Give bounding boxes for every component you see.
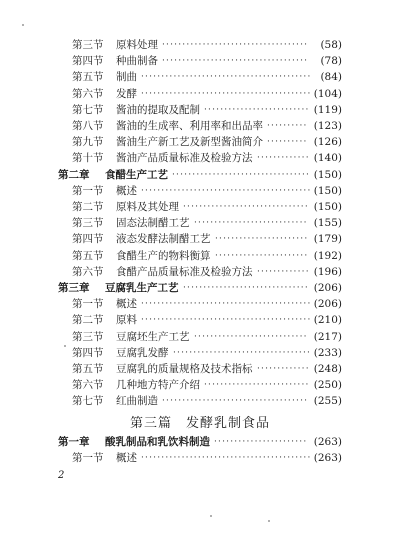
toc-leader-dots: ·········· [267, 121, 308, 131]
toc-leader-dots: ···························· [194, 218, 308, 229]
toc-leader-dots: ·········································· [141, 88, 312, 99]
toc-entry-title: 酱油的提取及配制 [116, 103, 200, 116]
toc-section-number: 第三节 [72, 330, 104, 343]
toc-entry-title: 豆腐坯生产工艺 [116, 330, 190, 343]
toc-section-number: 第二章 [58, 168, 90, 181]
toc-page-number: (78) [320, 55, 342, 68]
toc-page-number: (84) [320, 71, 342, 84]
toc-page-number: (155) [313, 217, 342, 230]
toc-leader-dots: ···································· [162, 56, 309, 67]
toc-leader-dots: ······························· [183, 283, 309, 293]
toc-leader-dots: ······························· [183, 202, 309, 212]
toc-entry-title: 酱油的生成率、利用率和出品率 [116, 120, 263, 132]
toc-section-row [0, 345, 400, 361]
toc-entry-title: 原料及其处理 [116, 201, 179, 213]
scan-speck [64, 345, 66, 347]
toc-section-number: 第四节 [72, 346, 104, 359]
toc-chapter-row [0, 434, 400, 450]
toc-section-number: 第三节 [72, 217, 104, 230]
toc-section-number: 第一节 [72, 452, 104, 465]
toc-entry-title: 豆腐乳的质量规格及技术指标 [116, 363, 253, 375]
toc-section-number: 第六节 [72, 87, 104, 100]
toc-section-number: 第五节 [72, 71, 104, 84]
toc-page-number: (179) [313, 233, 342, 246]
toc-section-number: 第五节 [72, 249, 104, 262]
toc-leader-dots: ·········································· [141, 185, 312, 196]
toc-page-number: (196) [313, 265, 342, 278]
toc-section-row [0, 69, 400, 85]
toc-page-number: (217) [313, 330, 342, 343]
toc-leader-dots: ···························· [194, 331, 308, 342]
toc-section-row [0, 377, 400, 393]
toc-entry-title: 制曲 [116, 71, 137, 84]
toc-section-number: 第五节 [72, 363, 104, 375]
toc-leader-dots: ·································· [172, 169, 311, 180]
scan-speck [210, 515, 212, 517]
toc-section-row [0, 53, 400, 69]
toc-section-row [0, 134, 400, 150]
toc-section-row [0, 150, 400, 166]
toc-page-number: (250) [313, 379, 342, 392]
toc-page-number: (263) [313, 436, 342, 448]
toc-leader-dots: ·································· [173, 347, 312, 358]
toc-leader-dots: ·························· [204, 380, 310, 391]
toc-leader-dots: ·········································· [141, 315, 312, 326]
toc-section-row [0, 312, 400, 328]
toc-chapter-row [0, 280, 400, 296]
toc-section-row [0, 199, 400, 215]
toc-section-number: 第一节 [72, 298, 104, 311]
toc-section-row [0, 450, 400, 466]
toc-section-number: 第六节 [72, 379, 104, 392]
toc-leader-dots: ············· [257, 266, 310, 277]
toc-page-number: (255) [313, 395, 342, 408]
toc-entry-title: 种曲制备 [116, 55, 158, 68]
toc-entry-title: 食醋生产的物料衡算 [116, 249, 211, 262]
toc-section-number: 第一节 [72, 184, 104, 197]
toc-page-number: (126) [313, 136, 342, 149]
toc-entry-title: 概述 [116, 298, 137, 311]
toc-section-row [0, 329, 400, 345]
toc-section-number: 第八节 [72, 120, 104, 132]
toc-leader-dots: ···································· [162, 40, 309, 50]
toc-entry-title: 液态发酵法制醋工艺 [116, 233, 211, 246]
toc-leader-dots: ······················· [215, 250, 309, 261]
toc-section-number: 第六节 [72, 265, 104, 278]
toc-leader-dots: ············· [257, 153, 310, 164]
toc-page-number: (206) [313, 282, 342, 294]
toc-section-row [0, 248, 400, 264]
toc-entry-title: 豆腐乳生产工艺 [105, 282, 179, 294]
toc-page-number: (233) [313, 346, 342, 359]
part-title: 第三篇 发酵乳制食品 [129, 416, 270, 431]
toc-section-number: 第十节 [72, 152, 104, 165]
toc-entry-title: 红曲制造 [116, 395, 158, 408]
toc-section-row [0, 86, 400, 102]
toc-page-number: (140) [313, 152, 342, 165]
toc-leader-dots: ·························· [204, 104, 310, 115]
toc-page-number: (263) [313, 452, 342, 465]
toc-leader-dots: ·········· [267, 137, 308, 148]
toc-section-number: 第七节 [72, 395, 104, 408]
toc-chapter-row [0, 167, 400, 183]
toc-page-number: (150) [313, 184, 342, 197]
toc-entry-title: 酱油生产新工艺及新型酱油简介 [116, 136, 263, 149]
toc-section-number: 第二节 [72, 201, 104, 213]
toc-leader-dots: ···································· [162, 396, 309, 407]
toc-entry-title: 原料处理 [116, 39, 158, 51]
toc-section-number: 第二节 [72, 314, 104, 327]
toc-section-row [0, 183, 400, 199]
toc-page-number: (150) [313, 168, 342, 181]
page-number: 2 [58, 470, 65, 481]
toc-section-row [0, 264, 400, 280]
toc-section-number: 第九节 [72, 136, 104, 149]
toc-leader-dots: ·········································· [141, 299, 312, 310]
toc-section-row [0, 296, 400, 312]
toc-leader-dots: ·········································· [141, 72, 312, 83]
toc-section-row [0, 37, 400, 53]
toc-entry-title: 发酵 [116, 87, 137, 100]
toc-leader-dots: ············· [257, 364, 310, 374]
toc-page-number: (104) [313, 87, 342, 100]
toc-section-row [0, 102, 400, 118]
toc-section-row [0, 393, 400, 409]
toc-section-row [0, 118, 400, 134]
toc-entry-title: 概述 [116, 452, 137, 465]
toc-page-number: (206) [313, 298, 342, 311]
toc-page-number: (123) [313, 120, 342, 132]
toc-section-row [0, 361, 400, 377]
toc-page-number: (248) [313, 363, 342, 375]
toc-section-row [0, 215, 400, 231]
toc-section-number: 第四节 [72, 233, 104, 246]
toc-page-number: (119) [313, 103, 342, 116]
toc-entry-title: 概述 [116, 184, 137, 197]
toc-section-number: 第四节 [72, 55, 104, 68]
toc-entry-title: 酱油产品质量标准及检验方法 [116, 152, 253, 165]
toc-section-number: 第三章 [58, 282, 90, 294]
toc-entry-title: 固态法制醋工艺 [116, 217, 190, 230]
toc-section-number: 第一章 [58, 436, 90, 448]
toc-entry-title: 食醋产品质量标准及检验方法 [116, 265, 253, 278]
toc-section-number: 第三节 [72, 39, 104, 51]
toc-page-number: (150) [313, 201, 342, 213]
scan-speck [22, 24, 24, 26]
toc-leader-dots: ······················· [214, 437, 308, 447]
toc-leader-dots: ·········································· [141, 453, 312, 464]
toc-entry-title: 食醋生产工艺 [105, 168, 168, 181]
toc-page-number: (58) [320, 39, 342, 51]
toc-section-number: 第七节 [72, 103, 104, 116]
toc-entry-title: 豆腐乳发酵 [116, 346, 169, 359]
toc-page-number: (210) [313, 314, 342, 327]
toc-leader-dots: ······················· [215, 234, 309, 245]
scan-speck [268, 520, 270, 522]
toc-page-number: (192) [313, 249, 342, 262]
toc-entry-title: 酸乳制品和乳饮料制造 [105, 436, 210, 448]
toc-entry-title: 原料 [116, 314, 137, 327]
toc-section-row [0, 231, 400, 247]
toc-entry-title: 几种地方特产介绍 [116, 379, 200, 392]
